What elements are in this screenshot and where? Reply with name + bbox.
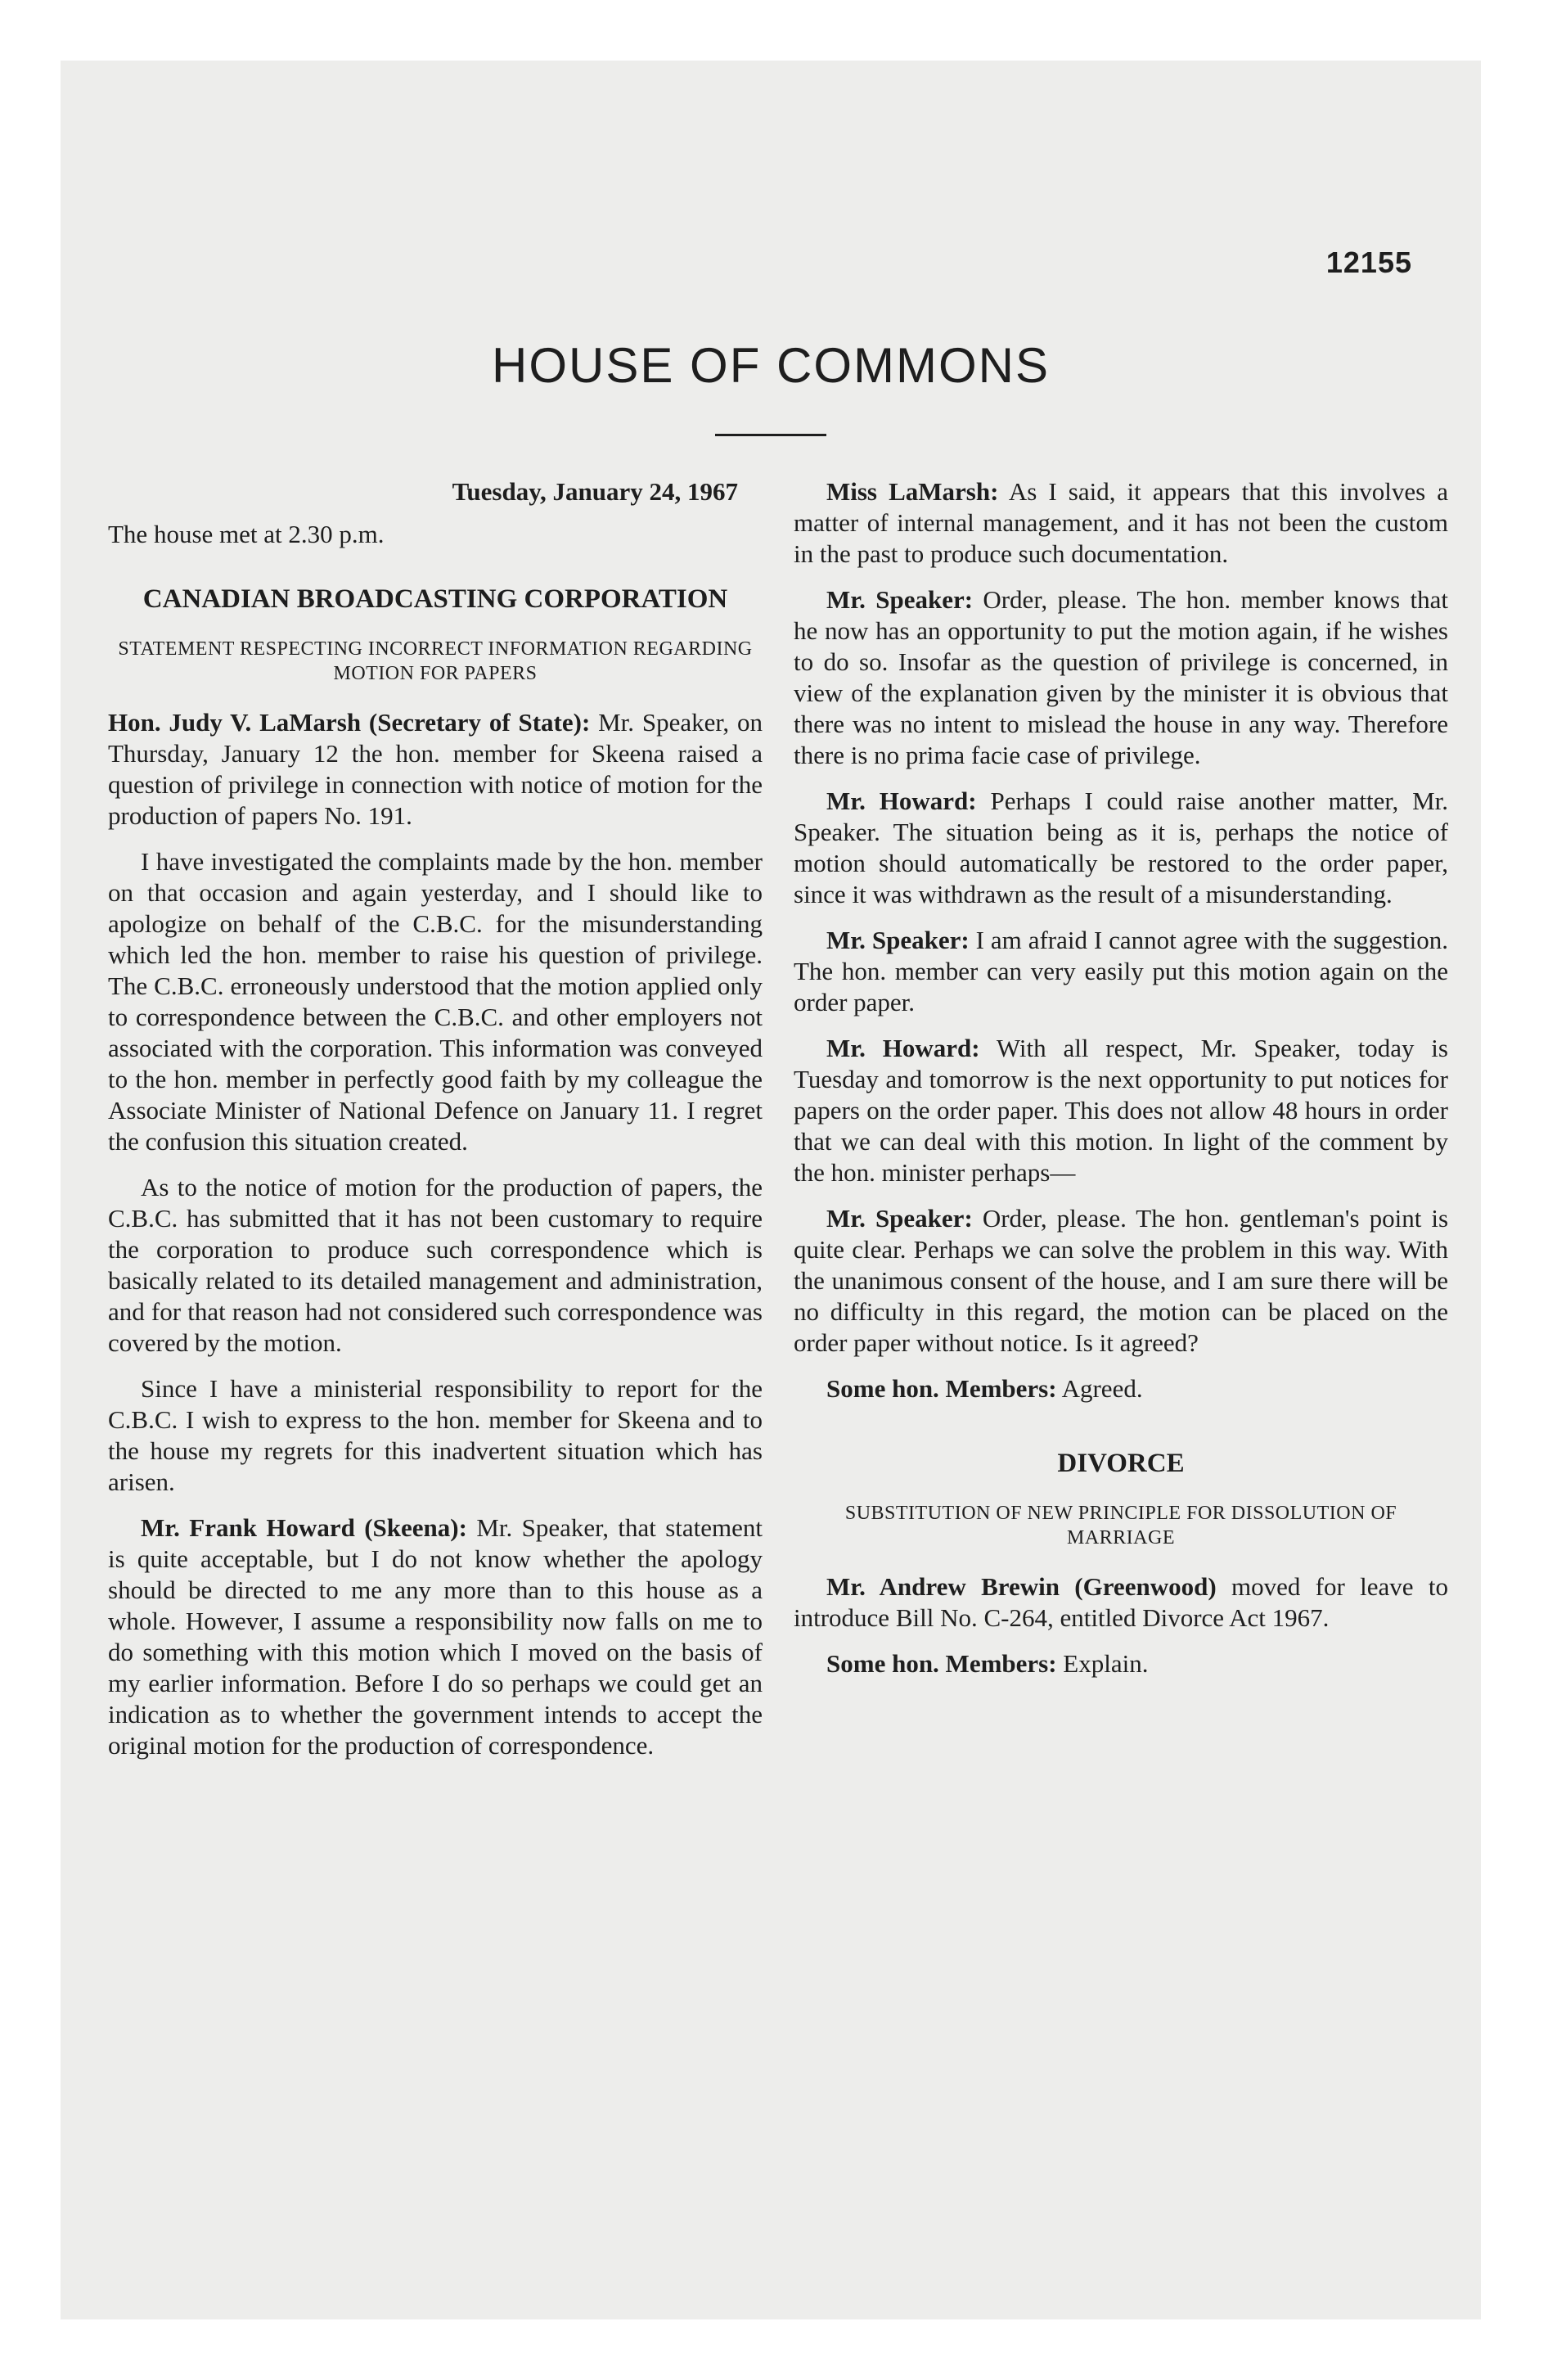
speaker-name: Mr. Speaker:	[826, 1204, 973, 1233]
section-heading-divorce: DIVORCE	[1057, 1449, 1185, 1478]
subheading-divorce: SUBSTITUTION OF NEW PRINCIPLE FOR DISSOLUTION OF MARRIAGE	[844, 1503, 1397, 1548]
speaker-name: Some hon. Members:	[826, 1374, 1057, 1403]
speaker-name: Mr. Frank Howard (Skeena):	[141, 1513, 467, 1542]
speech-howard-3	[794, 1033, 1448, 1188]
speech-text: As I said, it appears that this involves a matter of internal management, and it has not been the custom in the past to produce such documentation.	[794, 477, 1448, 568]
speaker-name: Mr. Speaker:	[826, 585, 974, 614]
speech-text: Order, please. The hon. member knows that he now has an opportunity to put the motion again, if he wishes to do so. Insofar as the question of privilege is concerned, in view of the explanation given by the minister it is obvious that there was no intent to mislead the house in any way. Therefore there is no prima facie case of privilege.	[794, 585, 1448, 769]
speech-text: With all respect, Mr. Speaker, today is Tuesday and tomorrow is the next opportunity to put notices for papers on the order paper. This does not allow 48 hours in order that we can deal with this motion. In light of the comment by the hon. minister perhaps—	[794, 1034, 1448, 1187]
motion-brewin	[794, 1571, 1448, 1634]
speech-speaker-1	[794, 584, 1448, 771]
speaker-name: Miss LaMarsh:	[826, 477, 999, 506]
speech-howard-2	[794, 786, 1448, 910]
speech-lamarsh-reply	[794, 476, 1448, 570]
page-title: HOUSE OF COMMONS	[491, 338, 1050, 393]
left-column	[108, 476, 763, 1776]
speech-lamarsh-4: Since I have a ministerial responsibility to report for the C.B.C. I wish to express to the hon. member for Skeena and to the house my regrets for this inadvertent situation which has arisen.	[108, 1374, 763, 1496]
members-response-2	[794, 1648, 1448, 1679]
subheading-cbc: STATEMENT RESPECTING INCORRECT INFORMATION REGARDING MOTION FOR PAPERS	[118, 638, 753, 684]
speech-text: Mr. Speaker, that statement is quite acceptable, but I do not know whether the apology should be directed to me any more than to this house as a whole. However, I assume a responsibility now falls on me to do something with this motion which I moved on the basis of my earlier information. Before I do so perhaps we could get an indication as to whether the government intends to accept the original motion for the production of correspondence.	[108, 1513, 763, 1760]
speaker-name: Mr. Howard:	[826, 1034, 980, 1062]
speech-text: Order, please. The hon. gentleman's point is quite clear. Perhaps we can solve the problem in this way. With the unanimous consent of the house, and I am sure there will be no difficulty in this regard, the motion can be placed on the order paper without notice. Is it agreed?	[794, 1204, 1449, 1357]
speech-text: I am afraid I cannot agree with the suggestion. The hon. member can very easily put this motion again on the order paper.	[794, 926, 1448, 1016]
speech-howard-1	[108, 1512, 763, 1761]
speech-lamarsh-3: As to the notice of motion for the production of papers, the C.B.C. has submitted that it has not been customary to require the corporation to produce such correspondence which is basically related to its detailed management and administration, and for that reason had not considered such correspondence was covered by the motion.	[108, 1173, 763, 1357]
title-divider	[715, 434, 826, 436]
speaker-name: Mr. Speaker:	[826, 926, 970, 954]
section-heading-cbc: CANADIAN BROADCASTING CORPORATION	[142, 584, 728, 614]
speaker-name: Some hon. Members:	[826, 1649, 1057, 1678]
speech-text: Perhaps I could raise another matter, Mr. Speaker. The situation being as it is, perhaps the notice of motion should automatically be restored to the order paper, since it was withdrawn as the result of a misunderstanding.	[794, 787, 1449, 908]
members-response-1	[794, 1373, 1448, 1404]
hansard-page	[61, 61, 1481, 2319]
speech-speaker-3	[794, 1203, 1448, 1359]
page-number: 12155	[1325, 246, 1412, 279]
speech-lamarsh-1	[108, 707, 763, 832]
speech-lamarsh-2: I have investigated the complaints made by the hon. member on that occasion and again yesterday, and I should like to apologize on behalf of the C.B.C. for the misunderstanding which led the hon. member to raise his question of privilege. The C.B.C. erroneously understood that the motion applied only to correspondence between the C.B.C. and other employers not associated with the corporation. This information was conveyed to the hon. member in perfectly good faith by my colleague the Associate Minister of National Defence on January 11. I regret the confusion this situation created.	[108, 847, 763, 1156]
speaker-name: Mr. Howard:	[826, 787, 977, 815]
speaker-name: Hon. Judy V. LaMarsh (Secretary of State):	[108, 708, 591, 737]
sitting-opening: The house met at 2.30 p.m.	[108, 520, 385, 548]
speech-text: Explain.	[1063, 1649, 1149, 1678]
speech-text: Agreed.	[1061, 1374, 1143, 1403]
speaker-name: Mr. Andrew Brewin (Greenwood)	[826, 1572, 1217, 1601]
right-column	[794, 476, 1448, 1694]
speech-text: moved for leave to introduce Bill No. C-264, entitled Divorce Act 1967.	[794, 1572, 1448, 1632]
sitting-date: Tuesday, January 24, 1967	[452, 477, 738, 506]
speech-speaker-2	[794, 925, 1448, 1018]
speech-text: Mr. Speaker, on Thursday, January 12 the hon. member for Skeena raised a question of privilege in connection with notice of motion for the production of papers No. 191.	[108, 708, 763, 830]
